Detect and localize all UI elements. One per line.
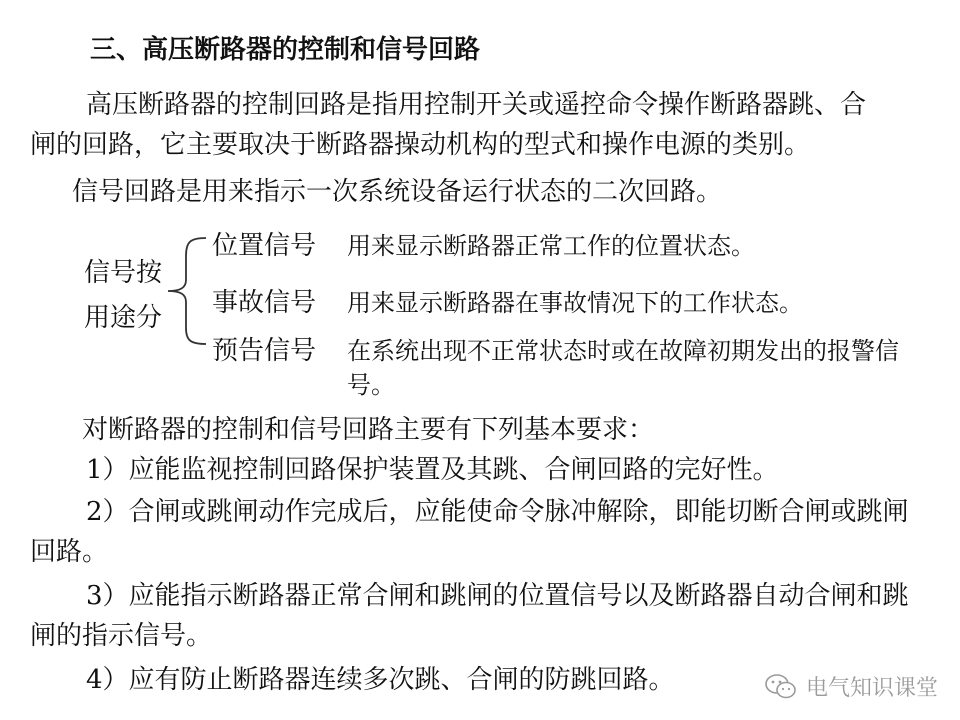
requirement-item: 4）应有防止断路器连续多次跳、合闸的防跳回路。	[86, 665, 675, 695]
signal-circuit-paragraph: 信号回路是用来指示一次系统设备运行状态的二次回路。	[72, 177, 723, 207]
wechat-icon	[764, 672, 798, 702]
watermark-text: 电气知识课堂	[805, 676, 938, 701]
requirements-intro: 对断路器的控制和信号回路主要有下列基本要求：	[82, 415, 655, 445]
signal-type-desc: 用来显示断路器正常工作的位置状态。	[347, 232, 755, 260]
classification-label-line1: 信号按	[84, 258, 163, 288]
paragraph-line: 闸的回路，它主要取决于断路器操动机构的型式和操作电源的类别。	[30, 130, 811, 160]
requirement-item: 2）合闸或跳闸动作完成后，应能使命令脉冲解除，即能切断合闸或跳闸回路。	[30, 497, 909, 567]
signal-type-name: 位置信号	[212, 231, 317, 261]
requirement-item: 1）应能监视控制回路保护装置及其跳、合闸回路的完好性。	[86, 455, 779, 485]
signal-type-desc: 在系统出现不正常状态时或在故障初期发出的报警信号。	[347, 337, 899, 399]
section-heading: 三、高压断路器的控制和信号回路	[90, 35, 481, 65]
classification-label-line2: 用途分	[84, 303, 163, 333]
signal-type-name: 事故信号	[212, 288, 317, 318]
signal-type-name: 预告信号	[212, 336, 317, 366]
watermark	[764, 671, 938, 702]
control-circuit-paragraph	[30, 85, 930, 165]
signal-type-desc: 用来显示断路器在事故情况下的工作状态。	[347, 289, 803, 317]
curly-brace-icon	[160, 236, 210, 346]
requirement-item: 3）应能指示断路器正常合闸和跳闸的位置信号以及断路器自动合闸和跳闸的指示信号。	[30, 581, 909, 651]
paragraph-line: 高压断路器的控制回路是指用控制开关或遥控命令操作断路器跳、合	[86, 90, 867, 120]
